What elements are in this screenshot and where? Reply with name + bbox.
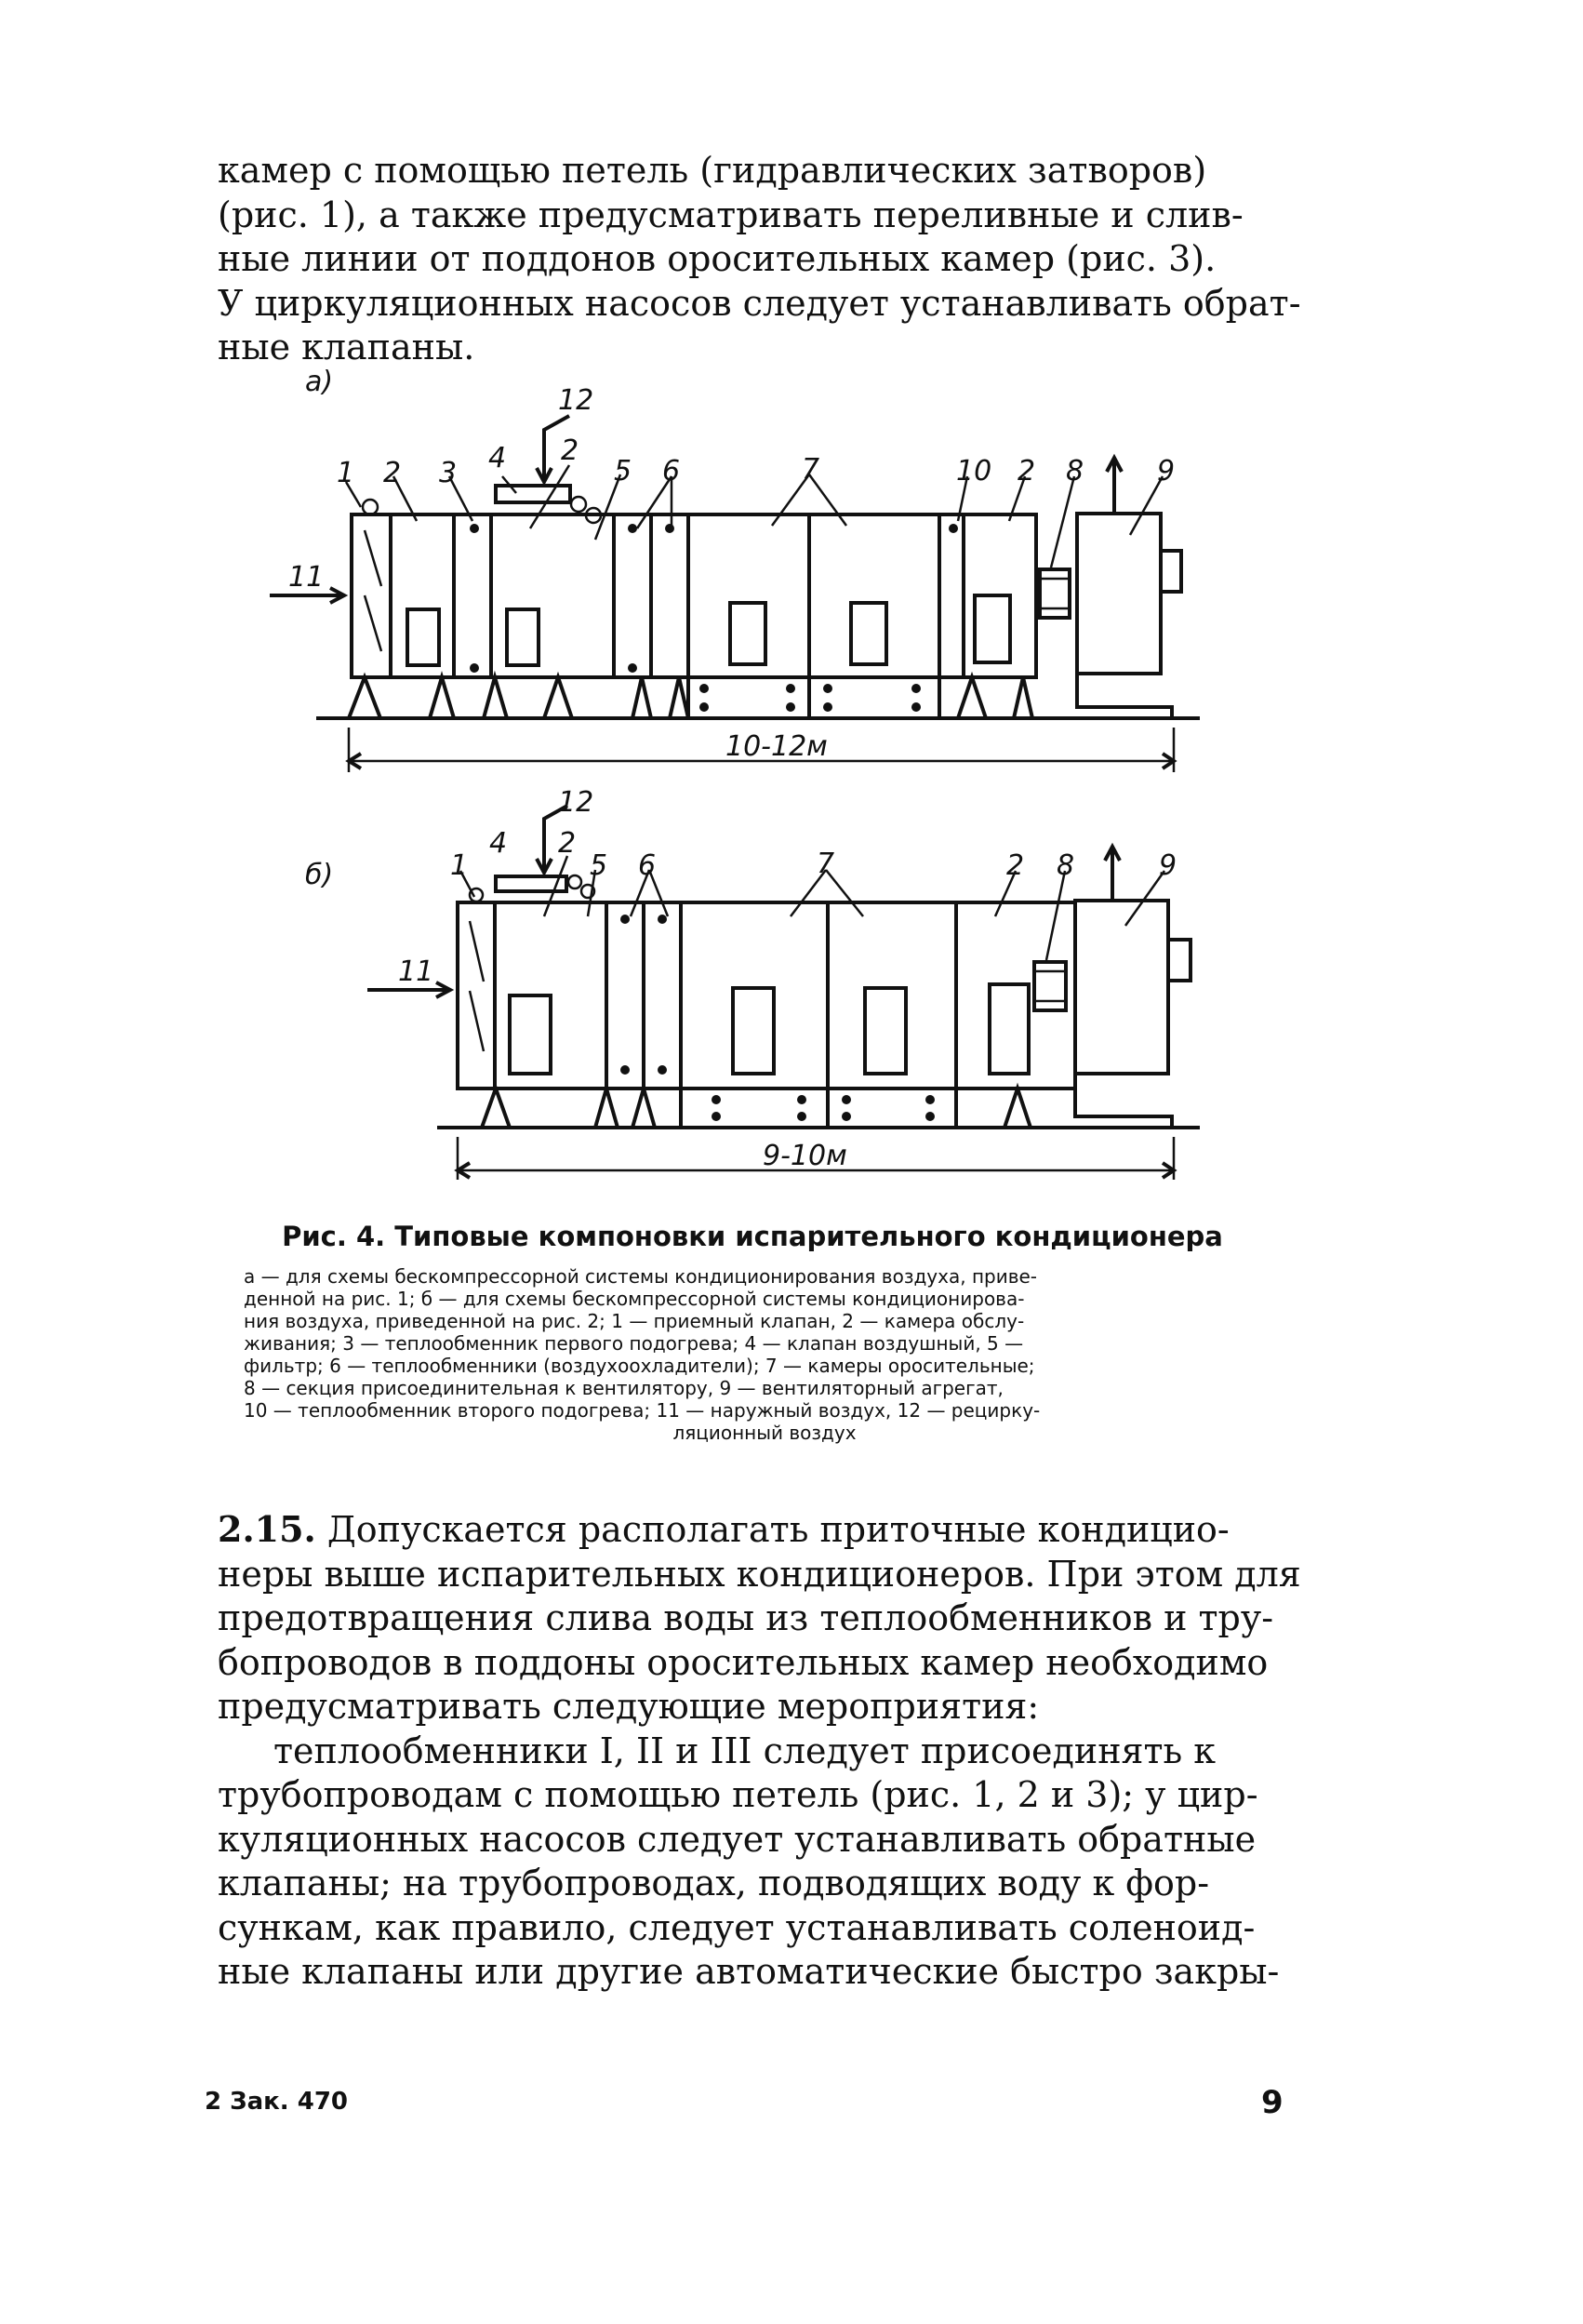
text-line: теплообменники I, II и III следует присоединять к — [273, 1730, 1217, 1771]
number-label: 8 — [1066, 455, 1084, 488]
number-label: 9 — [1159, 849, 1177, 882]
number-label: 3 — [439, 457, 458, 489]
text-line: предусматривать следующие мероприятия: — [218, 1686, 1040, 1727]
number-label: 9 — [1157, 455, 1176, 488]
footer-order-mark: 2 Зак. 470 — [205, 2088, 349, 2116]
text-line: бопроводов в поддоны оросительных камер необходимо — [218, 1641, 1269, 1683]
number-label: 10 — [956, 455, 992, 488]
number-label: 8 — [1057, 849, 1075, 882]
number-label: 12 — [558, 786, 594, 819]
paragraph-2-15 — [218, 1507, 1301, 1995]
text-line: куляционных насосов следует устанавливать обратные — [218, 1818, 1257, 1860]
number-label: 2 — [561, 434, 579, 467]
number-label: 11 — [398, 955, 434, 988]
panel-a-numbers — [288, 384, 1175, 594]
text-fragment: Допускается располагать приточные кондицио- — [315, 1509, 1230, 1550]
text-line: трубопроводам с помощью петель (рис. 1, 2 и 3); у цир- — [218, 1774, 1258, 1815]
number-label: 4 — [488, 442, 507, 474]
panel-a-label: а) — [305, 366, 334, 398]
number-label: 7 — [802, 453, 820, 486]
section-number: 2.15. — [218, 1508, 316, 1550]
number-label: 12 — [558, 384, 594, 417]
legend-line: 8 — секция присоединительная к вентилятору, 9 — вентиляторный агрегат, — [244, 1377, 1004, 1399]
text-line: клапаны; на трубопроводах, подводящих воду к фор- — [218, 1863, 1210, 1903]
number-label: 11 — [288, 561, 325, 594]
panel-b-numbers — [398, 786, 1177, 988]
number-label: 5 — [614, 455, 632, 488]
text-line: (рис. 1), а также предусматривать переливные и слив- — [218, 194, 1244, 235]
text-line: ные клапаны или другие автоматические быстро закры- — [218, 1951, 1280, 1992]
number-label: 1 — [337, 457, 355, 489]
text-line: предотвращения слива воды из теплообменников и тру- — [218, 1597, 1274, 1638]
number-label: 2 — [1018, 455, 1036, 488]
panel-a — [270, 366, 1200, 772]
number-label: 2 — [1006, 849, 1025, 882]
figure-legend — [244, 1265, 1285, 1444]
legend-line: фильтр; 6 — теплообменники (воздухоохладители); 7 — камеры оросительные; — [244, 1355, 1035, 1377]
panel-b-label: б) — [305, 859, 334, 891]
figure-caption-title: Рис. 4. Типовые компоновки испарительного кондиционера — [282, 1221, 1223, 1252]
legend-line: ния воздуха, приведенной на рис. 2; 1 — приемный клапан, 2 — камера обслу- — [244, 1310, 1025, 1332]
text-line: сункам, как правило, следует устанавливать соленоид- — [218, 1906, 1256, 1948]
text-line — [218, 1507, 1287, 1553]
text-line: ные линии от поддонов оросительных камер (рис. 3). — [218, 238, 1217, 279]
page-number: 9 — [1261, 2084, 1284, 2121]
legend-line: денной на рис. 1; б — для схемы бескомпрессорной системы кондиционирова- — [244, 1288, 1025, 1310]
number-label: 2 — [383, 457, 402, 489]
text-line: неры выше испарительных кондиционеров. При этом для — [218, 1553, 1301, 1595]
legend-line: а — для схемы бескомпрессорной системы кондиционирования воздуха, приве- — [244, 1265, 1038, 1288]
dimension-b: 9-10м — [763, 1140, 847, 1172]
text-line: камер с помощью петель (гидравлических затворов) — [218, 150, 1207, 191]
number-label: 6 — [662, 455, 681, 488]
dimension-a: 10-12м — [725, 730, 828, 763]
number-label: 4 — [489, 827, 508, 860]
number-label: 6 — [638, 849, 657, 882]
number-label: 1 — [450, 849, 469, 882]
number-label: 7 — [817, 848, 835, 880]
legend-line: 10 — теплообменник второго подогрева; 11 — наружный воздух, 12 — рецирку- — [244, 1399, 1041, 1422]
panel-b — [305, 786, 1200, 1180]
number-label: 2 — [558, 827, 577, 860]
number-label: 5 — [590, 849, 608, 882]
legend-line: живания; 3 — теплообменник первого подогрева; 4 — клапан воздушный, 5 — — [244, 1332, 1024, 1355]
text-line: У циркуляционных насосов следует устанавливать обрат- — [218, 282, 1301, 324]
legend-line: ляционный воздух — [672, 1422, 857, 1444]
text-line: ные клапаны. — [218, 327, 475, 367]
